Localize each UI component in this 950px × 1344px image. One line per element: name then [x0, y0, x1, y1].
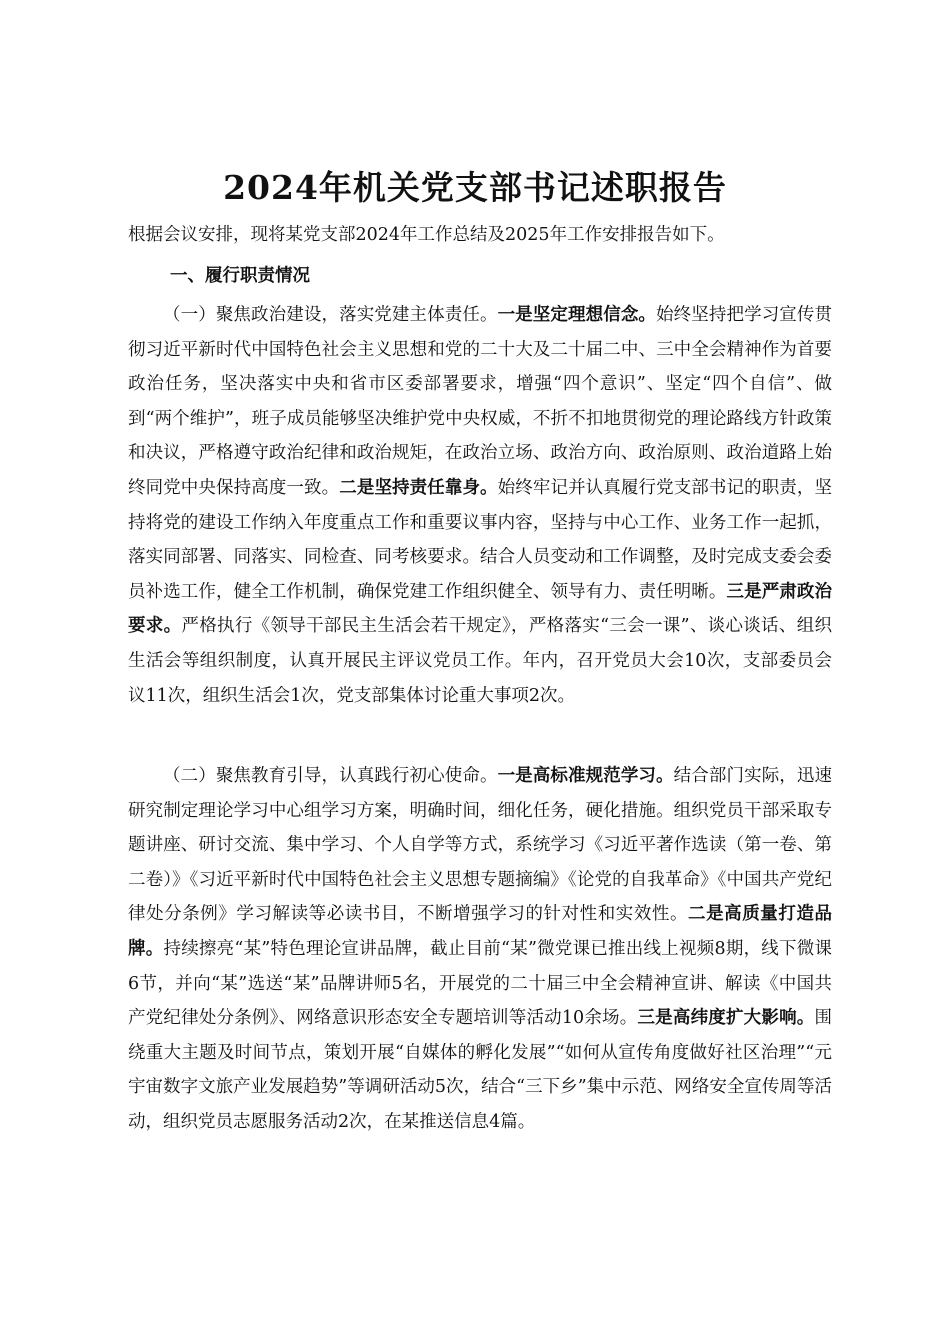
body-text-1: 始终坚持把学习宣传贯彻习近平新时代中国特色社会主义思想和党的二十大及二十届二中、三中全会精神作为首要政治任务，坚决落实中央和省市区委部署要求，增强“四个意识”、坚定“四个自信”、做到“两个维护”，班子成员能够坚决维护党中央权威，不折不扣地贯彻党的理论路线方针政策和决议，严格遵守政治纪律和政治规矩，在政治立场、政治方向、政治原则、政治道路上始终同党中央保持高度一致。	[128, 305, 833, 498]
body-text-2: 持续擦亮“某”特色理论宣讲品牌，截止目前“某”微党课已推出线上视频8期，线下微课6节，并向“某”选送“某”品牌讲师5名，开展党的二十届三中全会精神宣讲、解读《中国共产党纪律处分条例》、网络意识形态安全专题培训等活动10余场。	[128, 938, 832, 1029]
intro-paragraph: 根据会议安排，现将某党支部2024年工作总结及2025年工作安排报告如下。	[128, 225, 725, 245]
subsection-lead: （一）聚焦政治建设，落实党建主体责任。	[163, 305, 498, 325]
bold-point-1: 一是高标准规范学习。	[497, 766, 674, 786]
document-title: 2024年机关党支部书记述职报告	[223, 168, 727, 207]
body-text-3: 围绕重大主题及时间节点，策划开展“自媒体的孵化发展”“如何从宣传角度做好社区治理”“元宇宙数字文旅产业发展趋势”等调研活动5次，结合“三下乡”集中示范、网络安全宣传周等活动，组织党员志愿服务活动2次，在某推送信息4篇。	[128, 1008, 832, 1132]
bold-point-1: 一是坚定理想信念。	[497, 305, 657, 325]
body-text-2: 始终牢记并认真履行党支部书记的职责，坚持将党的建设工作纳入年度重点工作和重要议事内容，坚持与中心工作、业务工作一起抓，落实同部署、同落实、同检查、同考核要求。结合人员变动和工作调整，及时完成支委会委员补选工作，健全工作机制，确保党建工作组织健全、领导有力、责任明晰。	[128, 477, 833, 602]
paragraph-political-construction	[128, 298, 832, 713]
bold-point-2: 二是高质量打造品牌。	[128, 904, 833, 959]
subsection-lead: （二）聚焦教育引导，认真践行初心使命。	[163, 766, 498, 786]
body-text-3: 严格执行《领导干部民主生活会若干规定》，严格落实“三会一课”、谈心谈话、组织生活会等组织制度，认真开展民主评议党员工作。年内，召开党员大会10次，支部委员会议11次，组织生活会1次，党支部集体讨论重大事项2次。	[128, 616, 833, 706]
section-heading: 一、履行职责情况	[170, 266, 310, 286]
body-text-1: 结合部门实际，迅速研究制定理论学习中心组学习方案，明确时间，细化任务，硬化措施。组织党员干部采取专题讲座、研讨交流、集中学习、个人自学等方式，系统学习《习近平著作选读（第一卷、第二卷）》《习近平新时代中国特色社会主义思想专题摘编》《论党的自我革命》《中国共产党纪律处分条例》学习解读等必读书目，不断增强学习的针对性和实效性。	[128, 766, 833, 925]
bold-point-3: 三是高纬度扩大影响。	[637, 1008, 815, 1029]
bold-point-3: 三是严肃政治要求。	[128, 581, 832, 637]
paragraph-education-guidance	[128, 759, 832, 1140]
bold-point-2: 二是坚持责任靠身。	[339, 477, 498, 498]
